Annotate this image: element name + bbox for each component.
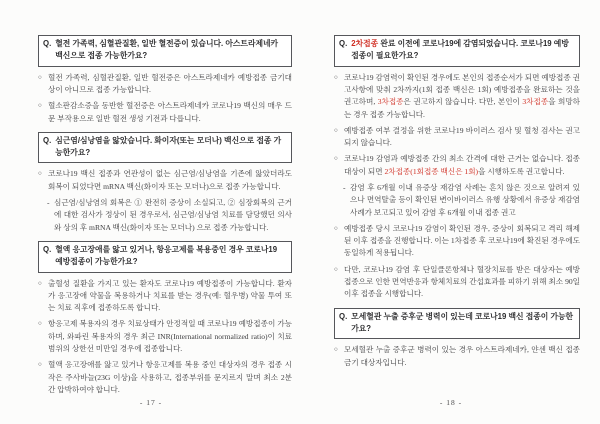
question-box bbox=[38, 132, 292, 164]
answer-text: 혈전 가족력, 심혈관질환, 일반 혈전증은 아스트라제네카 예방접종 금기대상이 아니므로 접종 가능합니다. bbox=[48, 72, 292, 94]
answer-text: 코로나19 백신 접종과 연관성이 없는 심근염/심낭염을 기존에 앓았더라도 회복이 되었다면 mRNA 백신(화이자 또는 모더나)으로 접종 가능합니다. bbox=[48, 169, 292, 191]
page-17-number: - 17 - bbox=[139, 398, 163, 407]
bullet-item bbox=[334, 223, 580, 260]
question-box bbox=[38, 35, 292, 67]
question-prefix: Q. bbox=[43, 135, 52, 145]
answer-text: 코로나19 감염력이 확인된 경우에도 본인의 접종순서가 되면 예방접종 권고사항에 맞춰 2차까지(1회 접종 백신은 1회) 예방접종을 완료하는 것을 권고하며, 3차접종은 권고하지 않습니다. 다만, 본인이 3차접종을 희망하는 경우 접종 가능합니다. bbox=[344, 72, 580, 119]
answer-text: 혈액 응고장애를 앓고 있거나 항응고제를 복용 중인 대상자의 경우 접종 시 작은 주사바늘(23G 이상)을 사용하고, 접종부위를 문지르지 말며 최소 2분간 압박하여야 합니다. bbox=[48, 360, 292, 394]
bullet-marker: ○ bbox=[38, 170, 42, 178]
bullet-marker: ○ bbox=[334, 155, 338, 163]
red-highlight-text: 3차접종 bbox=[377, 97, 404, 107]
question-prefix: Q. bbox=[43, 39, 52, 48]
bullet-marker: ○ bbox=[38, 320, 42, 328]
bullet-item bbox=[334, 72, 580, 121]
bullet-item bbox=[38, 72, 292, 97]
question-prefix: Q. bbox=[339, 311, 348, 321]
answer-text: 코로나19 감염과 예방접종 간의 최소 간격에 대한 근거는 없습니다. 접종 대상이 되면 2차접종(1회접종 백신은 1회)을 시행하도록 권고합니다. bbox=[344, 154, 580, 176]
bullet-item bbox=[334, 153, 580, 178]
sub-bullet-item bbox=[38, 197, 292, 234]
bullet-marker: ○ bbox=[334, 126, 338, 134]
answer-text: 모세혈관 누출 증후군 병력이 있는 경우 아스트라제네카, 얀센 백신 접종 금기 대상자입니다. bbox=[344, 345, 580, 367]
bullet-marker: ○ bbox=[334, 346, 338, 354]
answer-text: 출혈성 질환을 가지고 있는 환자도 코로나19 예방접종이 가능합니다. 환자가 응고장애 약물을 복용하거나 치료를 받는 경우(예: 혈우병) 약물 투여 또는 치료 직후에 접종하도록 합니다. bbox=[48, 278, 292, 313]
bullet-marker: ○ bbox=[334, 224, 338, 232]
bullet-item bbox=[38, 359, 292, 396]
bullet-marker: ○ bbox=[334, 73, 338, 81]
red-highlight-text: 3차접종 bbox=[522, 97, 549, 107]
question-prefix: Q. bbox=[43, 244, 52, 254]
sub-bullet-item bbox=[334, 182, 580, 219]
page-18-content bbox=[334, 35, 580, 369]
answer-text: 다만, 코로나19 감염 후 단일클론항체나 혈장치료를 받은 대상자는 예방접종으로 인한 면역반응과 항체치료의 간섭효과를 피하기 위해 최소 90일 이후 접종을 시행합니다. bbox=[344, 264, 580, 299]
bullet-item bbox=[38, 278, 292, 315]
bullet-marker: ○ bbox=[38, 361, 42, 369]
bullet-item bbox=[38, 168, 292, 193]
bullet-item bbox=[334, 125, 580, 150]
question-box bbox=[334, 308, 580, 340]
answer-text: 예방접종 당시 코로나19 감염이 확인된 경우, 증상이 회복되고 격리 해제된 이후 접종을 진행합니다. 이는 1차접종 후 코로나19에 확진된 경우에도 동일하게 적용됩니다. bbox=[344, 223, 580, 258]
red-highlight-text: 2차접종(1회접종 백신은 1회) bbox=[384, 166, 479, 176]
bullet-item bbox=[334, 264, 580, 301]
question-text: 심근염/심낭염을 앓았습니다. 화이자(또는 모더나) 백신으로 접종 가능한가요? bbox=[55, 135, 282, 158]
red-highlight-text: 2차접종 bbox=[351, 39, 379, 48]
answer-text: 감염 후 6개월 이내 유증상 재감염 사례는 흔치 않은 것으로 알려져 있으나 면역탈출 등이 확인된 변이바이러스 유행 상황에서 유증상 재감염 사례가 보고되고 있어 감염 후 6개월 이내 접종 권고 bbox=[350, 183, 580, 217]
bullet-marker: ○ bbox=[334, 265, 338, 273]
bullet-marker: ○ bbox=[38, 73, 42, 81]
page-18 bbox=[302, 0, 600, 424]
question-box bbox=[38, 241, 292, 273]
page-18-number: - 18 - bbox=[439, 398, 463, 407]
page-17-content bbox=[38, 35, 292, 396]
dash-marker: - bbox=[343, 183, 346, 192]
question-text: 혈액 응고장애를 앓고 있거나, 항응고제를 복용중인 경우 코로나19 예방접종이 가능한가요? bbox=[55, 244, 278, 267]
bullet-marker: ○ bbox=[38, 279, 42, 287]
answer-text: 심근염/심낭염의 회복은 ① 완전히 증상이 소실되고, ② 심장회복의 근거에 대한 검사가 정상이 된 경우로서, 심근염/심낭염 치료를 담당했던 의사와 상의 후 mRNA 백신(화이자 또는 모더나) 으로 접종 가능합니다. bbox=[54, 198, 292, 232]
bullet-item bbox=[334, 344, 580, 369]
bullet-item bbox=[38, 100, 292, 125]
question-box bbox=[334, 35, 580, 67]
bullet-marker: ○ bbox=[38, 102, 42, 110]
question-text: 혈전 가족력, 심혈관질환, 일반 혈전증이 있습니다. 아스트라제네카 백신으로 접종 가능한가요? bbox=[55, 39, 279, 61]
dash-marker: - bbox=[47, 198, 50, 208]
question-text: 모세혈관 누출 증후군 병력이 있는데 코로나19 백신 접종이 가능한가요? bbox=[351, 311, 574, 333]
question-text: 2차접종 완료 이전에 코로나19에 감염되었습니다. 코로나19 예방접종이 필요한가요? bbox=[351, 39, 569, 61]
question-prefix: Q. bbox=[339, 39, 348, 48]
bullet-item bbox=[38, 318, 292, 355]
answer-text: 예방접종 여부 결정을 위한 코로나19 바이러스 검사 및 혈청 검사는 권고되지 않습니다. bbox=[344, 125, 580, 148]
answer-text: 혈소판감소증을 동반한 혈전증은 아스트라제네카 코로나19 백신의 매우 드문 부작용으로 일반 혈전 생성 기전과 다릅니다. bbox=[48, 101, 292, 123]
answer-text: 항응고제 복용자의 경우 치료상태가 안정적일 때 코로나19 예방접종이 가능하며, 와파린 복용자의 경우 최근 INR(International normalized ratio)이 치료범위의 상한선 미만일 경우에 접종합니다. bbox=[48, 319, 292, 354]
